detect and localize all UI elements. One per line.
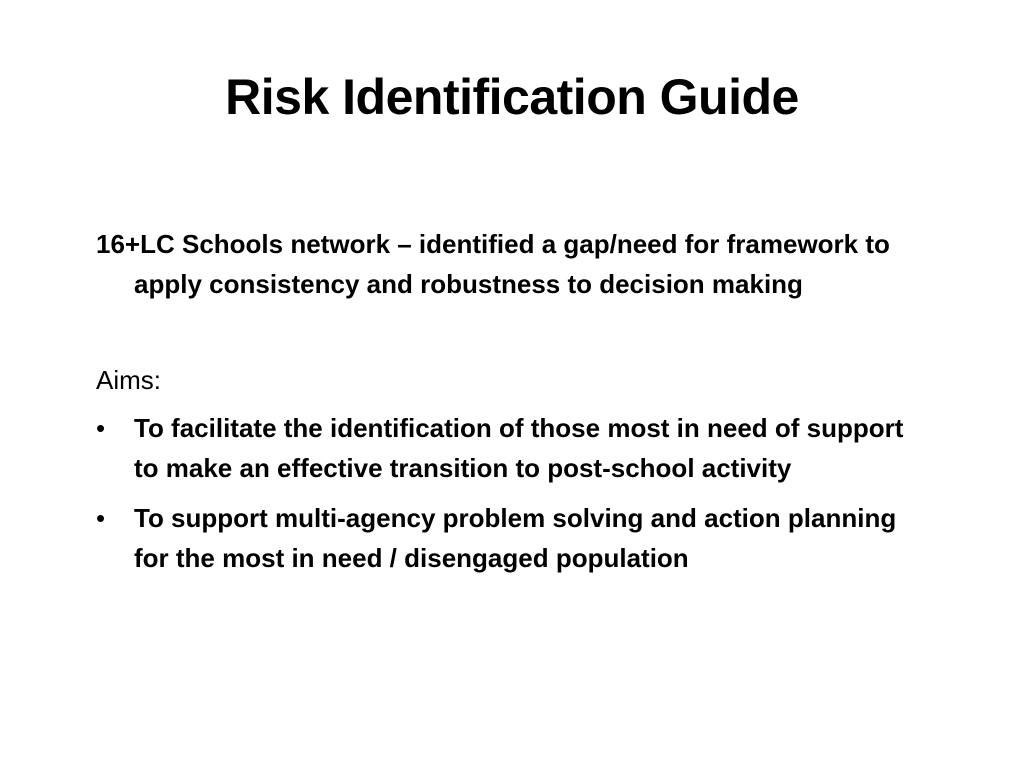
list-item [96, 498, 926, 578]
aims-label: Aims: [96, 365, 161, 395]
bullet-text: To facilitate the identification of those most in need of support to make an effective transition to post-school activity [134, 413, 904, 483]
slide-title: Risk Identification Guide [225, 69, 799, 125]
list-item [96, 408, 926, 488]
bullet-icon: • [96, 503, 106, 533]
bullet-icon: • [96, 413, 106, 443]
bullet-text: To support multi-agency problem solving and action planning for the most in need / disengaged population [134, 503, 897, 573]
slide-body [96, 224, 926, 588]
intro-paragraph: 16+LC Schools network – identified a gap/need for framework to apply consistency and robustness to decision making [96, 229, 890, 299]
